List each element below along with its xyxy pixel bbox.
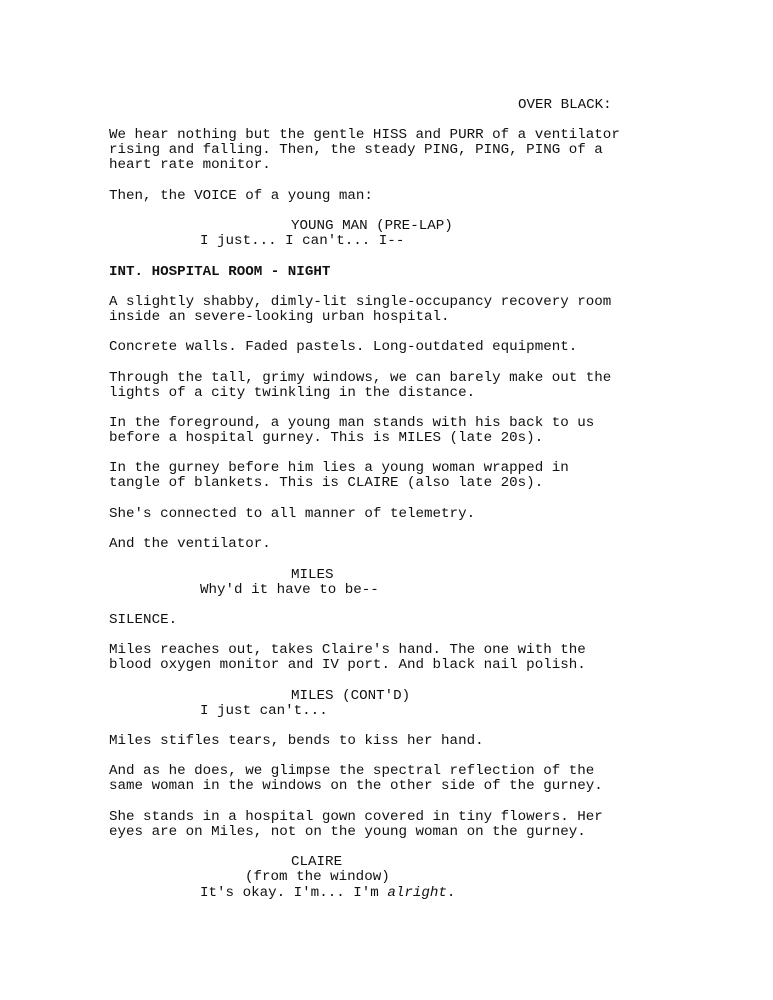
action-line: She stands in a hospital gown covered in tiny flowers. Her	[109, 809, 603, 825]
action-line: In the gurney before him lies a young woman wrapped in	[109, 460, 569, 476]
action-line: SILENCE.	[109, 612, 178, 628]
action-line: In the foreground, a young man stands with his back to us	[109, 415, 595, 431]
action-line: She's connected to all manner of telemetry.	[109, 506, 476, 522]
action-line: lights of a city twinkling in the distance.	[109, 385, 476, 401]
action-line: We hear nothing but the gentle HISS and PURR of a ventilator	[109, 127, 620, 143]
action-line: Then, the VOICE of a young man:	[109, 188, 373, 204]
dialogue-line: Why'd it have to be--	[200, 582, 379, 598]
dialogue-text: It's okay. I'm... I'm	[200, 885, 388, 901]
character-cue: YOUNG MAN (PRE-LAP)	[291, 218, 453, 234]
action-line: Miles reaches out, takes Claire's hand. The one with the	[109, 642, 586, 658]
action-line: heart rate monitor.	[109, 157, 271, 173]
character-cue: MILES (CONT'D)	[291, 688, 411, 704]
action-line: Through the tall, grimy windows, we can barely make out the	[109, 370, 612, 386]
scene-heading: INT. HOSPITAL ROOM - NIGHT	[109, 264, 331, 280]
action-line: same woman in the windows on the other side of the gurney.	[109, 778, 603, 794]
dialogue-line: I just... I can't... I--	[200, 233, 405, 249]
dialogue-emphasis: alright	[387, 885, 447, 901]
action-line: eyes are on Miles, not on the young woman on the gurney.	[109, 824, 586, 840]
action-line: Miles stifles tears, bends to kiss her hand.	[109, 733, 484, 749]
dialogue-line: I just can't...	[200, 703, 328, 719]
action-line: inside an severe-looking urban hospital.	[109, 309, 450, 325]
action-line: And as he does, we glimpse the spectral reflection of the	[109, 763, 595, 779]
action-line: blood oxygen monitor and IV port. And black nail polish.	[109, 657, 586, 673]
action-line: A slightly shabby, dimly-lit single-occupancy recovery room	[109, 294, 612, 310]
action-line: tangle of blankets. This is CLAIRE (also late 20s).	[109, 475, 544, 491]
action-line: And the ventilator.	[109, 536, 271, 552]
dialogue-line	[200, 886, 455, 901]
action-line: rising and falling. Then, the steady PING, PING, PING of a	[109, 142, 603, 158]
transition-over-black: OVER BLACK:	[518, 97, 612, 113]
dialogue-text: .	[446, 885, 456, 901]
action-line: Concrete walls. Faded pastels. Long-outdated equipment.	[109, 339, 578, 355]
parenthetical: (from the window)	[245, 869, 390, 885]
character-cue: MILES	[291, 567, 334, 583]
action-line: before a hospital gurney. This is MILES (late 20s).	[109, 430, 544, 446]
character-cue: CLAIRE	[291, 854, 343, 870]
